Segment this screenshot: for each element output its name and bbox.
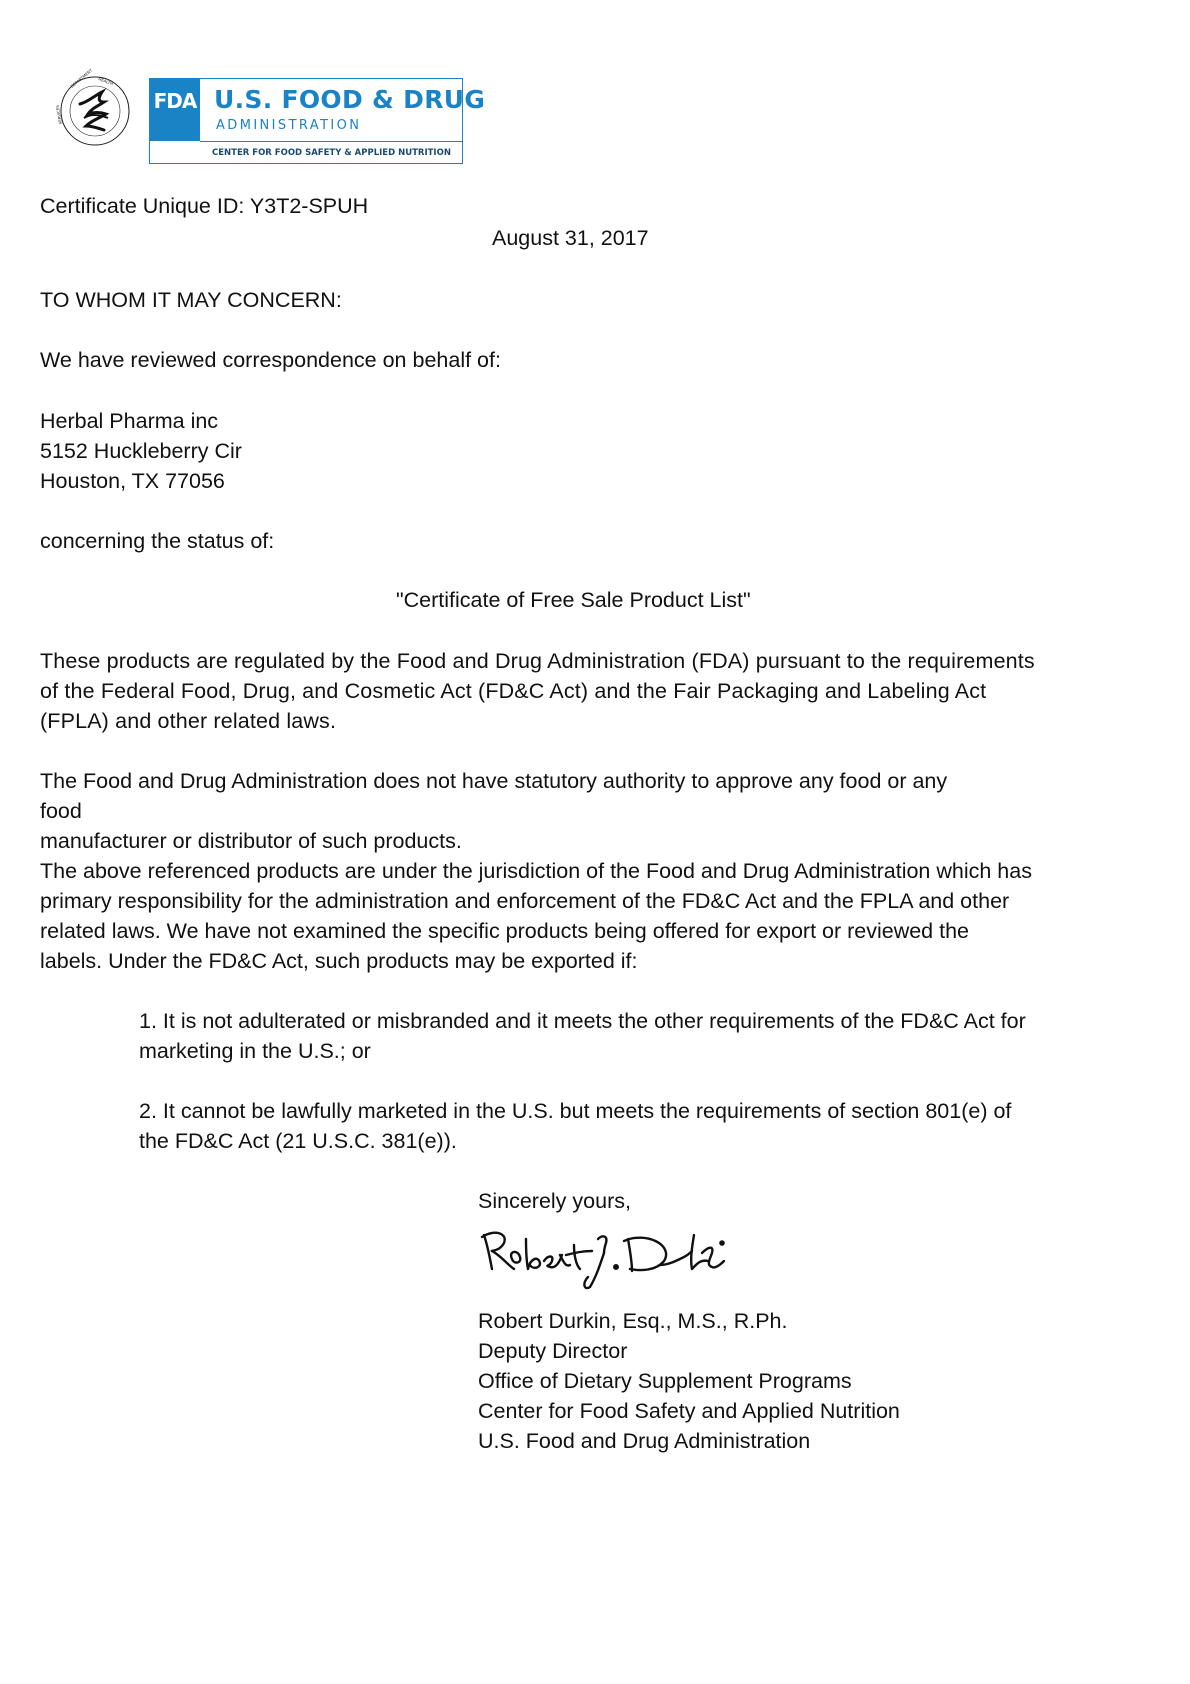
handwritten-signature-icon [478,1225,748,1295]
hhs-eagle-seal-icon [54,67,132,148]
paragraph-regulation [40,646,1035,736]
list-item-line: 1. It is not adulterated or misbranded and it meets the other requirements of the FD&C Act for [139,1009,1026,1033]
svg-text:HEALTH: HEALTH [97,76,114,87]
intro-text: We have reviewed correspondence on behalf of: [40,348,501,372]
letter-date: August 31, 2017 [492,226,649,250]
list-item-line: 2. It cannot be lawfully marketed in the U.S. but meets the requirements of section 801(e) of [139,1099,1012,1123]
paragraph-line: of the Federal Food, Drug, and Cosmetic Act (FD&C Act) and the Fair Packaging and Labeling Act [40,679,987,703]
paragraph-line: manufacturer or distributor of such products. [40,829,462,853]
list-item-line: marketing in the U.S.; or [139,1039,371,1063]
paragraph-line: These products are regulated by the Food and Drug Administration (FDA) pursuant to the requirements [40,649,1035,673]
signatory-block [478,1306,900,1456]
paragraph-line: The Food and Drug Administration does not have statutory authority to approve any food or any [40,769,948,793]
fda-center-name: CENTER FOR FOOD SAFETY & APPLIED NUTRITION [200,141,462,163]
address-line: 5152 Huckleberry Cir [40,439,242,463]
signatory-agency: U.S. Food and Drug Administration [478,1429,811,1453]
concerning-text: concerning the status of: [40,529,275,553]
address-line: Houston, TX 77056 [40,469,225,493]
list-item-1 [139,1006,1026,1066]
svg-text:DEPARTMENT: DEPARTMENT [69,67,94,89]
signatory-title: Deputy Director [478,1339,628,1363]
list-item-2 [139,1096,1011,1156]
paragraph-line: food [40,799,82,823]
fda-subtitle: ADMINISTRATION [216,118,362,133]
address-line: Herbal Pharma inc [40,409,219,433]
closing: Sincerely yours, [478,1189,631,1213]
fda-logo [149,78,486,164]
paragraph-line: related laws. We have not examined the specific products being offered for export or reviewed the [40,919,970,943]
signatory-center: Center for Food Safety and Applied Nutrition [478,1399,900,1423]
paragraph-line: primary responsibility for the administration and enforcement of the FD&C Act and the FPLA and other [40,889,1010,913]
salutation: TO WHOM IT MAY CONCERN: [40,288,342,312]
svg-text:SERVICES: SERVICES [54,104,63,125]
paragraph-line: (FPLA) and other related laws. [40,709,337,733]
paragraph-authority [40,766,1032,976]
signatory-name: Robert Durkin, Esq., M.S., R.Ph. [478,1309,788,1333]
fda-badge: FDA [150,79,200,141]
fda-title: U.S. FOOD & DRUG [214,85,486,114]
subject-title: "Certificate of Free Sale Product List" [396,588,751,612]
paragraph-line: The above referenced products are under the jurisdiction of the Food and Drug Administration which has [40,859,1032,883]
certificate-id: Certificate Unique ID: Y3T2-SPUH [40,194,369,218]
list-item-line: the FD&C Act (21 U.S.C. 381(e)). [139,1129,457,1153]
signatory-office: Office of Dietary Supplement Programs [478,1369,852,1393]
recipient-address [40,406,242,496]
paragraph-line: labels. Under the FD&C Act, such products may be exported if: [40,949,638,973]
